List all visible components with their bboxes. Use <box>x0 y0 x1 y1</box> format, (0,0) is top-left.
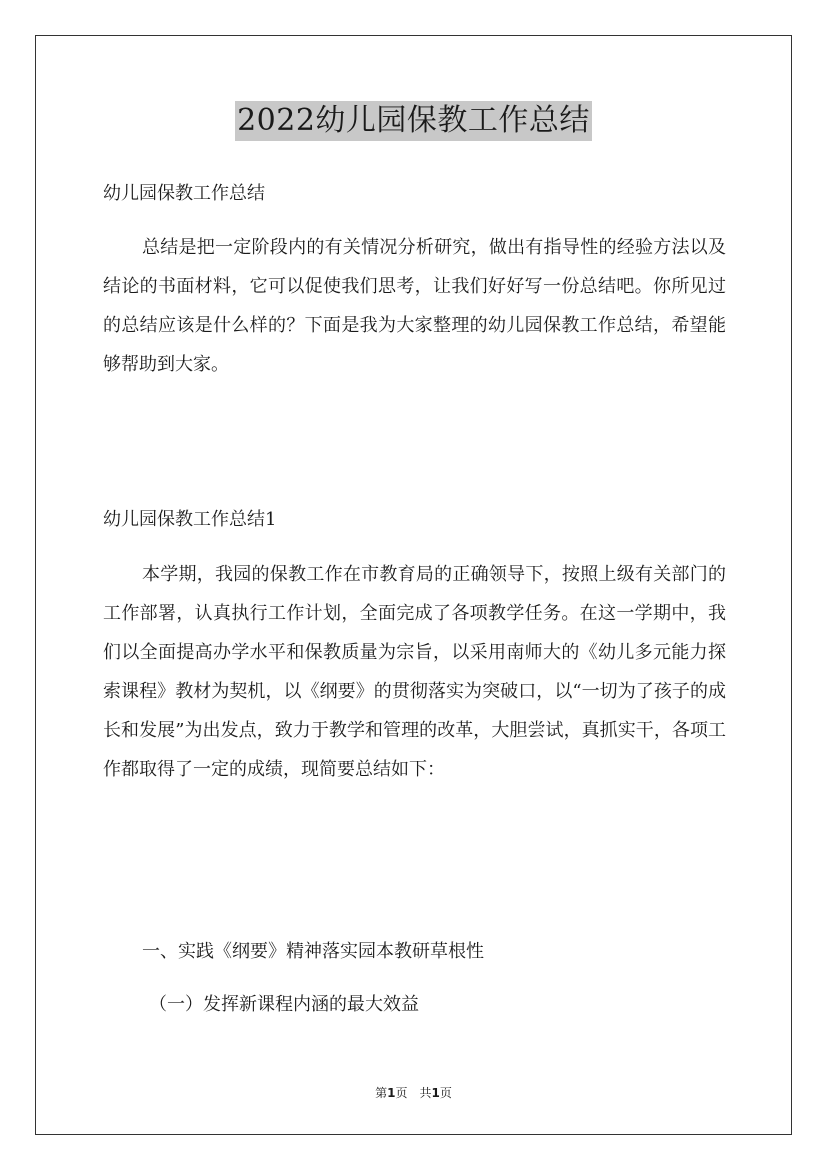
section-body-paragraph: 本学期，我园的保教工作在市教育局的正确领导下，按照上级有关部门的工作部署，认真执行工作计划，全面完成了各项教学任务。在这一学期中，我们以全面提高办学水平和保教质量为宗旨，以采用南师大的《幼儿多元能力探索课程》教材为契机，以《纲要》的贯彻落实为突破口，以“一切为了孩子的成长和发展”为出发点，致力于教学和管理的改革，大胆尝试，真抓实干，各项工作都取得了一定的成绩，现简要总结如下： <box>103 564 726 780</box>
point-heading: 一、实践《纲要》精神落实园本教研草根性 <box>142 941 484 962</box>
footer-page-suffix: 页 <box>439 1086 452 1100</box>
document-subtitle: 幼儿园保教工作总结 <box>103 183 265 204</box>
page-footer <box>0 1085 827 1101</box>
document-title <box>0 100 827 141</box>
footer-page-number: 1 <box>387 1086 396 1100</box>
sub-point-heading: （一）发挥新课程内涵的最大效益 <box>149 994 419 1015</box>
footer-page-prefix: 第 <box>375 1086 388 1100</box>
footer-page-mid: 页 共 <box>395 1086 432 1100</box>
intro-paragraph: 总结是把一定阶段内的有关情况分析研究，做出有指导性的经验方法以及结论的书面材料，它可以促使我们思考，让我们好好写一份总结吧。你所见过的总结应该是什么样的？下面是我为大家整理的幼儿园保教工作总结，希望能够帮助到大家。 <box>103 237 726 375</box>
footer-page-total: 1 <box>431 1086 440 1100</box>
section-heading: 幼儿园保教工作总结1 <box>103 509 277 530</box>
document-title-text: 2022幼儿园保教工作总结 <box>235 101 592 141</box>
